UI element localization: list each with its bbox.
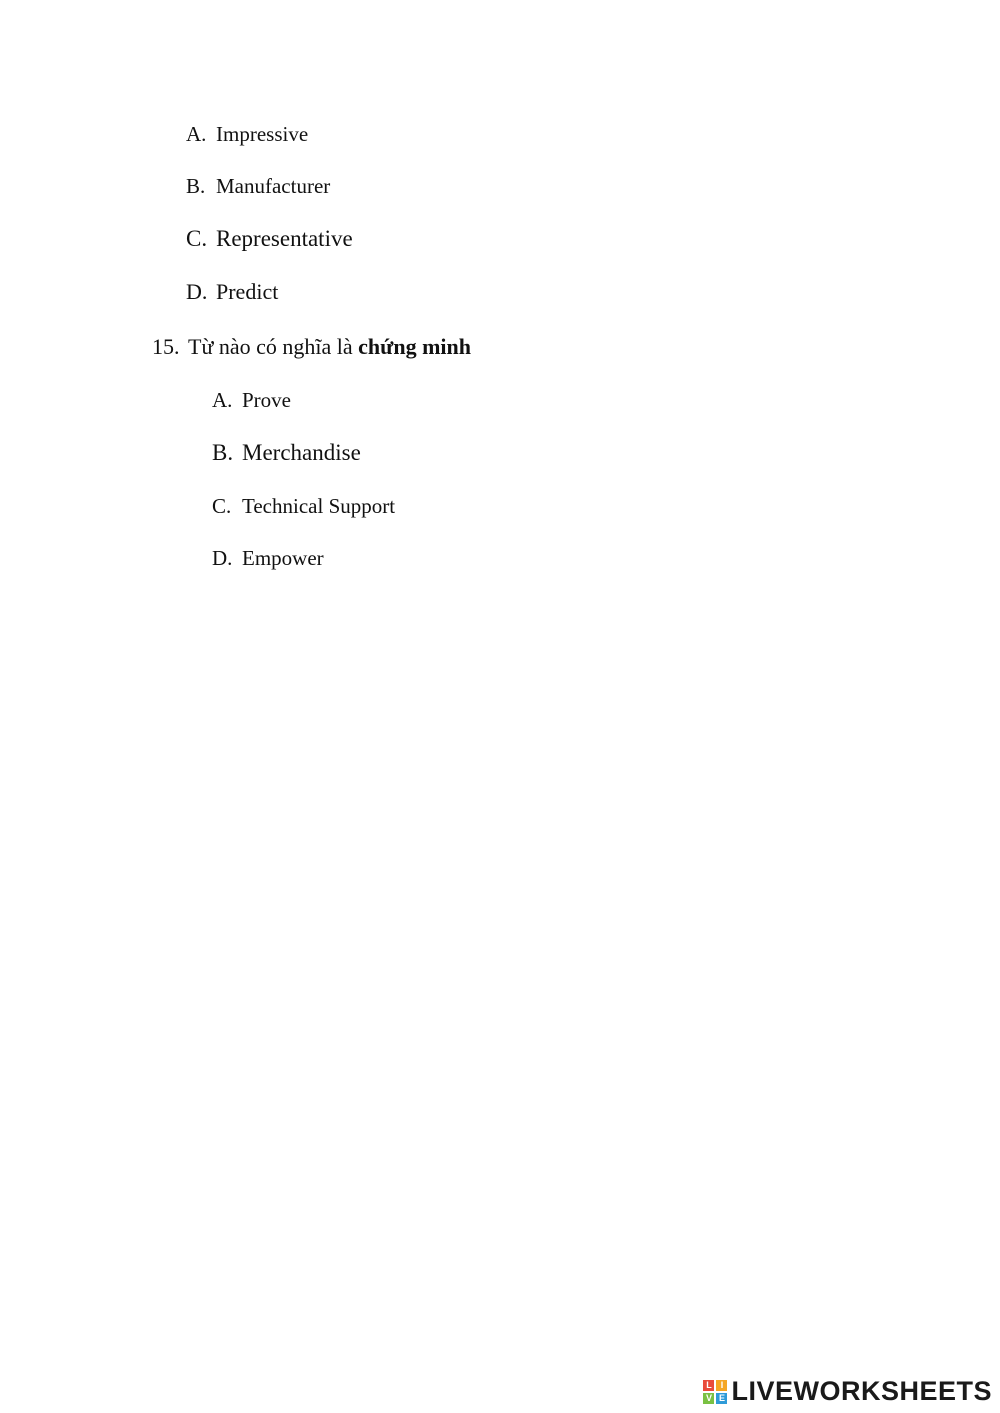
question-15 — [152, 336, 471, 358]
option-text: Technical Support — [242, 494, 396, 518]
question-number: 15. — [152, 334, 180, 359]
option-letter: B. — [186, 174, 206, 198]
option-text: Merchandise — [242, 440, 361, 465]
option-letter: A. — [186, 122, 207, 146]
option-letter: A. — [212, 388, 233, 412]
option-letter: C. — [212, 494, 232, 518]
liveworksheets-logo — [703, 1376, 992, 1407]
option-letter: C. — [186, 226, 208, 251]
q15-option-d[interactable] — [212, 548, 324, 569]
option-d[interactable] — [186, 281, 278, 303]
brand-text: LIVEWORKSHEETS — [731, 1376, 992, 1406]
logo-tile: E — [716, 1393, 727, 1404]
option-letter: D. — [212, 546, 233, 570]
option-letter: D. — [186, 279, 208, 304]
option-text: Impressive — [216, 122, 309, 146]
logo-icon — [703, 1380, 727, 1404]
option-text: Predict — [216, 279, 279, 304]
option-text: Empower — [242, 546, 324, 570]
option-letter: B. — [212, 440, 234, 465]
option-text: Prove — [242, 388, 291, 412]
q15-option-b[interactable] — [212, 441, 361, 464]
question-text: Từ nào có nghĩa là — [188, 334, 359, 359]
option-text: Manufacturer — [216, 174, 331, 198]
logo-tile: L — [703, 1380, 714, 1391]
option-a[interactable] — [186, 124, 308, 145]
logo-tile: V — [703, 1393, 714, 1404]
option-text: Representative — [216, 226, 353, 251]
q15-option-a[interactable] — [212, 390, 291, 411]
question-keyword: chứng minh — [358, 334, 472, 359]
option-c[interactable] — [186, 227, 353, 250]
logo-tile: I — [716, 1380, 727, 1391]
q15-option-c[interactable] — [212, 496, 395, 517]
option-b[interactable] — [186, 176, 330, 197]
